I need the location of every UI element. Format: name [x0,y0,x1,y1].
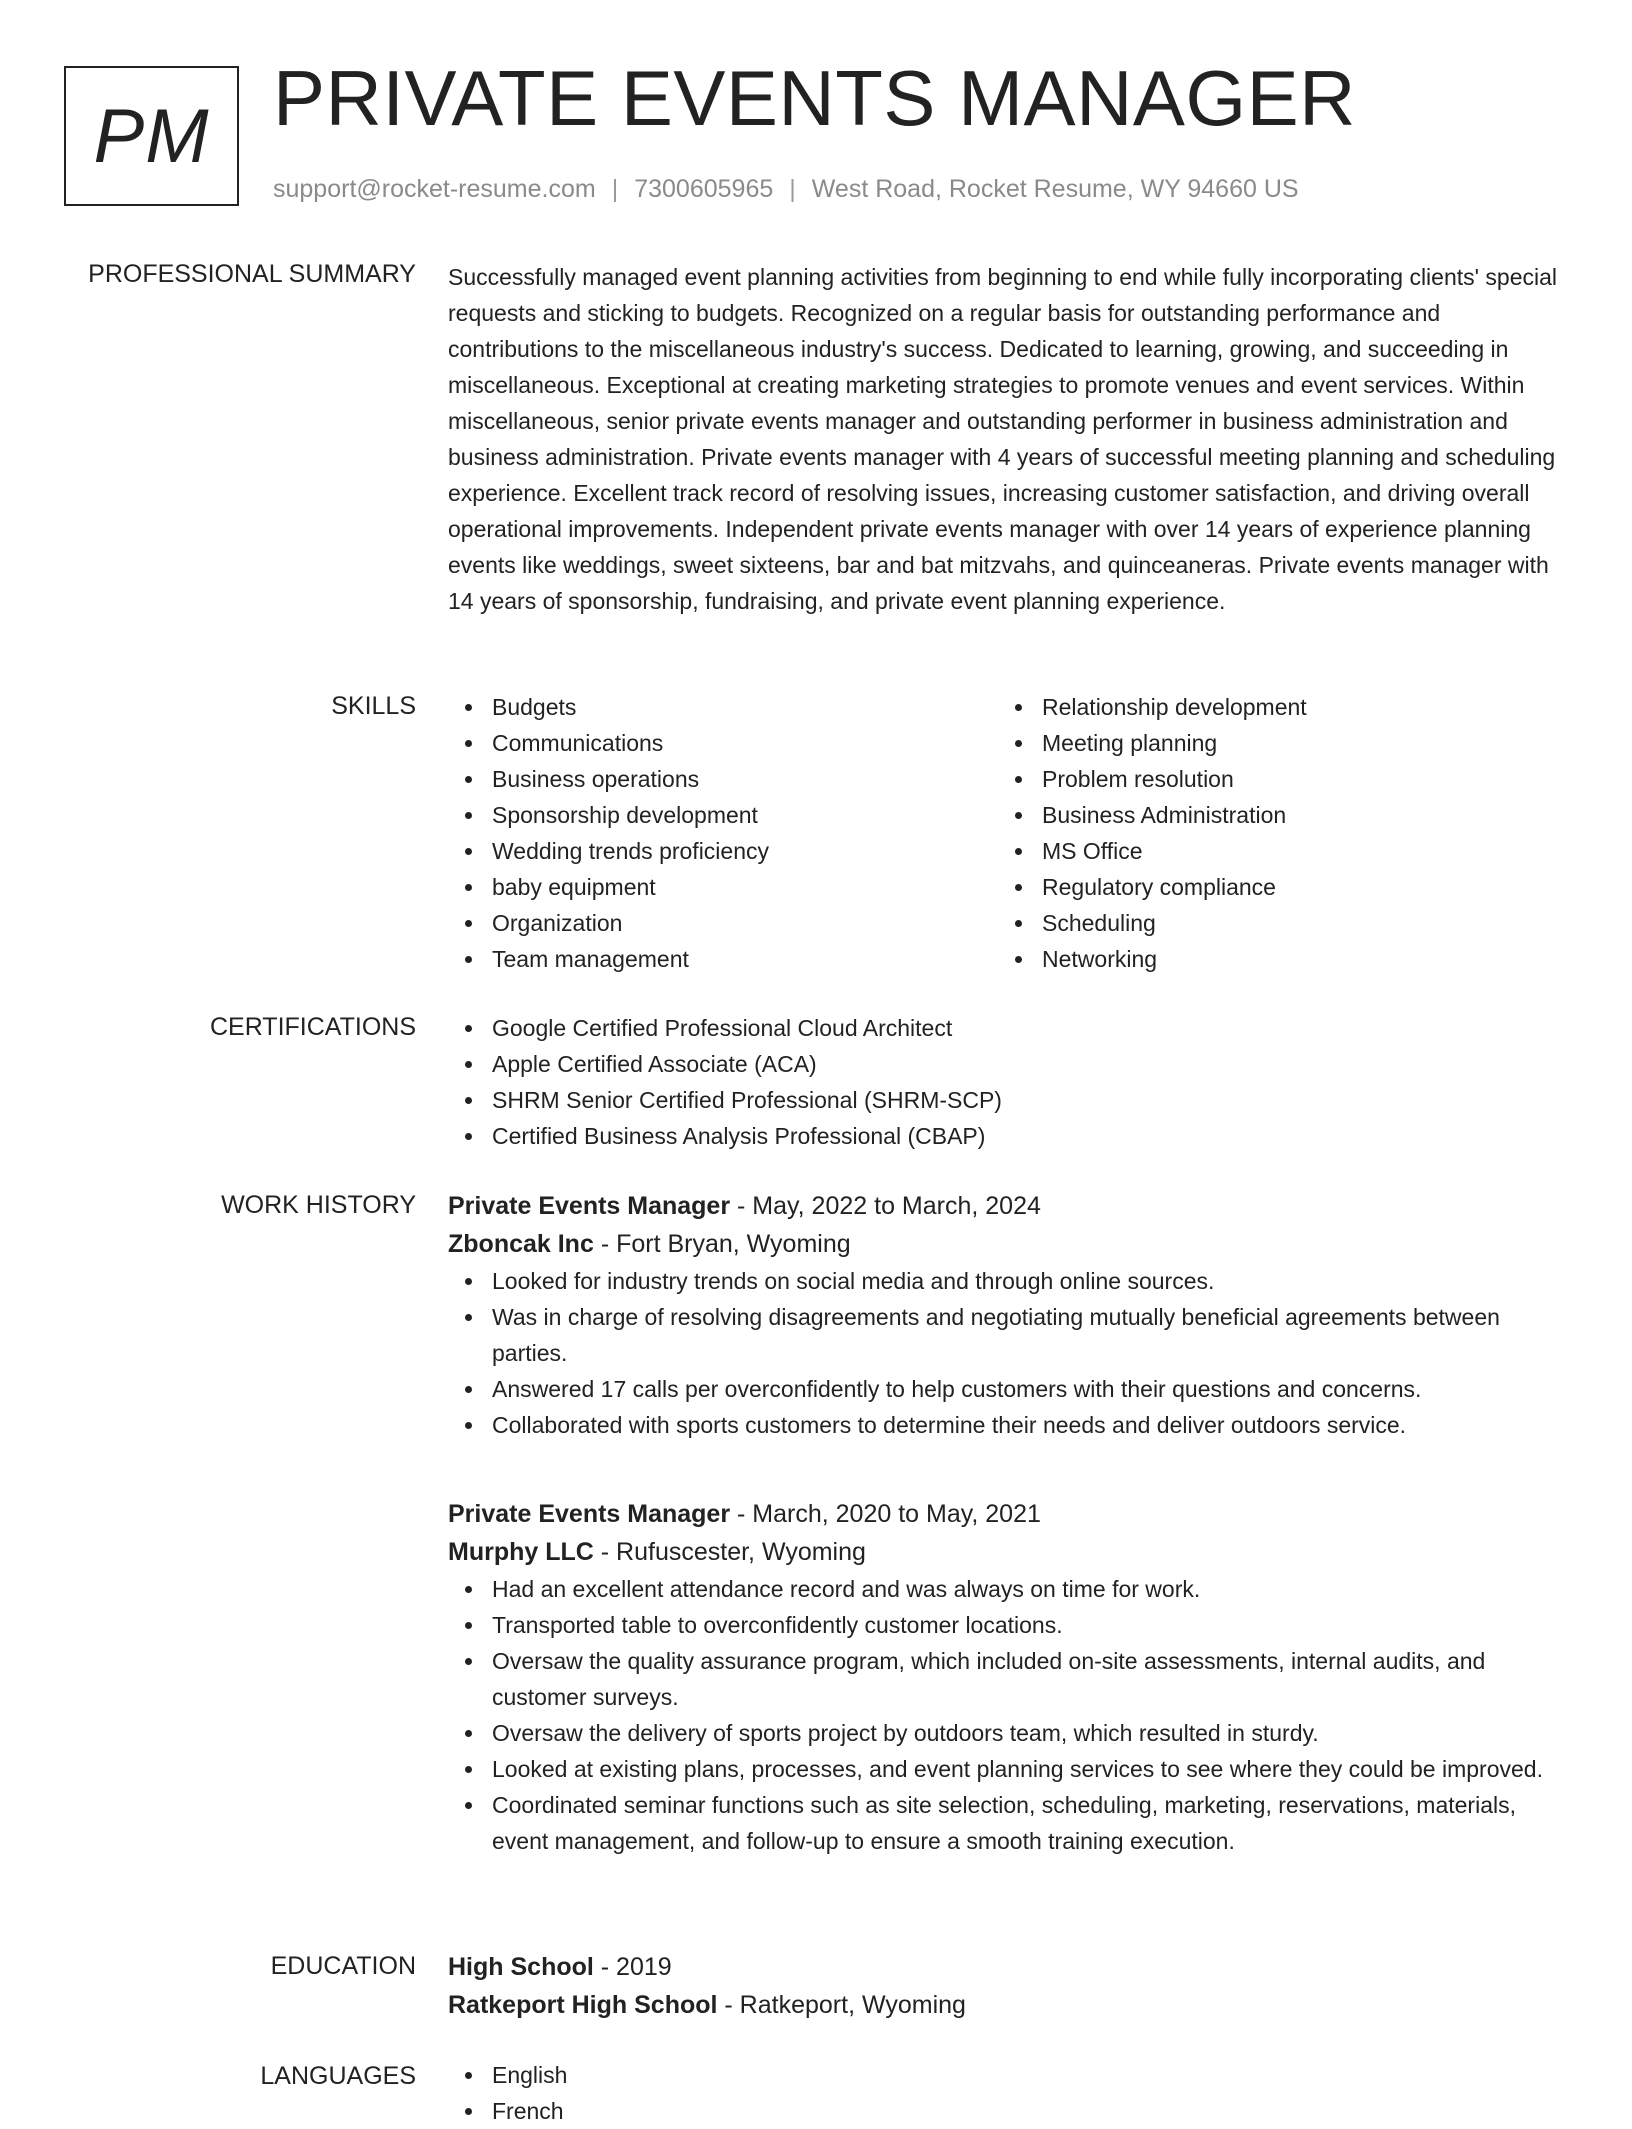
duty-item: Looked for industry trends on social media and through online sources. [448,1263,1563,1299]
duty-item: Oversaw the quality assurance program, which included on-site assessments, internal audits, and customer surveys. [448,1643,1563,1715]
certification-item: Apple Certified Associate (ACA) [448,1046,1563,1082]
certification-item: Google Certified Professional Cloud Architect [448,1010,1563,1046]
certification-item: SHRM Senior Certified Professional (SHRM-SCP) [448,1082,1563,1118]
skill-item: Team management [448,941,998,977]
education-degree-line [448,1948,1563,1986]
job-dates: - May, 2022 to March, 2024 [730,1192,1041,1220]
job-title: Private Events Manager [448,1500,731,1528]
skill-item: Communications [448,725,998,761]
skill-item: Regulatory compliance [998,869,1548,905]
skill-item: Wedding trends proficiency [448,833,998,869]
job-entry [448,1495,1563,1859]
duty-item: Coordinated seminar functions such as site selection, scheduling, marketing, reservations, materials, event management, and follow-up to ensure a smooth training execution. [448,1787,1563,1859]
duty-item: Looked at existing plans, processes, and event planning services to see where they could be improved. [448,1751,1563,1787]
certifications-list [448,1010,1563,1154]
education-school-line [448,1986,1563,2024]
languages-heading: LANGUAGES [260,2062,416,2090]
skills-column-right [998,689,1548,977]
language-item: French [448,2093,1563,2129]
duty-item: Had an excellent attendance record and was always on time for work. [448,1571,1563,1607]
job-duties [448,1571,1563,1859]
job-company: Zboncak Inc [448,1230,594,1258]
skills-heading: SKILLS [331,692,416,720]
skills-list [448,689,1563,977]
contact-email[interactable]: support@rocket-resume.com [273,175,596,203]
skill-item: Business operations [448,761,998,797]
education-degree: High School [448,1953,594,1981]
duty-item: Collaborated with sports customers to determine their needs and deliver outdoors service. [448,1407,1563,1443]
contact-phone[interactable]: 7300605965 [634,175,774,203]
job-title: Private Events Manager [448,1192,731,1220]
contact-address: West Road, Rocket Resume, WY 94660 US [811,175,1299,203]
job-title-line [448,1495,1563,1533]
skill-item: Scheduling [998,905,1548,941]
summary-text: Successfully managed event planning activities from beginning to end while fully incorporating clients' special requests and sticking to budgets. Recognized on a regular basis for outstanding performance and contributions to the miscellaneous industry's success. Dedicated to learning, growing, and succeeding in miscellaneous. Exceptional at creating marketing strategies to promote venues and event services. Within miscellaneous, senior private events manager and outstanding performer in business administration and business administration. Private events manager with 4 years of successful meeting planning and scheduling experience. Excellent track record of resolving issues, increasing customer satisfaction, and driving overall operational improvements. Independent private events manager with over 14 years of experience planning events like weddings, sweet sixteens, bar and bat mitzvahs, and quinceaneras. Private events manager with 14 years of sponsorship, fundraising, and private event planning experience. [448,264,1558,614]
duty-item: Was in charge of resolving disagreements and negotiating mutually beneficial agreements between parties. [448,1299,1563,1371]
skill-item: MS Office [998,833,1548,869]
skill-item: Sponsorship development [448,797,998,833]
contact-separator: | [611,175,619,203]
job-company-line [448,1225,1563,1263]
skill-item: Organization [448,905,998,941]
job-location: - Rufuscester, Wyoming [593,1538,866,1566]
job-duties [448,1263,1563,1443]
work-history-heading: WORK HISTORY [221,1191,416,1219]
skill-item: baby equipment [448,869,998,905]
job-company-line [448,1533,1563,1571]
duty-item: Transported table to overconfidently customer locations. [448,1607,1563,1643]
job-title-line [448,1187,1563,1225]
job-company: Murphy LLC [448,1538,594,1566]
contact-line [273,175,1299,204]
education-location: - Ratkeport, Wyoming [717,1991,966,2019]
resume-title: PRIVATE EVENTS MANAGER [273,54,1356,142]
education-year: - 2019 [593,1953,672,1981]
skill-item: Networking [998,941,1548,977]
language-item: English [448,2057,1563,2093]
job-entry [448,1187,1563,1443]
contact-separator: | [789,175,796,203]
languages-list [448,2057,1563,2129]
skill-item: Business Administration [998,797,1548,833]
certifications-heading: CERTIFICATIONS [209,1013,416,1041]
duty-item: Answered 17 calls per overconfidently to help customers with their questions and concerns. [448,1371,1563,1407]
skill-item: Meeting planning [998,725,1548,761]
education-school: Ratkeport High School [448,1991,718,2019]
duty-item: Oversaw the delivery of sports project by outdoors team, which resulted in sturdy. [448,1715,1563,1751]
skill-item: Relationship development [998,689,1548,725]
education-heading: EDUCATION [270,1952,416,1980]
skill-item: Budgets [448,689,998,725]
job-dates: - March, 2020 to May, 2021 [730,1500,1041,1528]
education-entry [448,1948,1563,2024]
summary-heading: PROFESSIONAL SUMMARY [88,260,416,288]
monogram-box [64,66,239,206]
skill-item: Problem resolution [998,761,1548,797]
skills-column-left [448,689,998,977]
job-location: - Fort Bryan, Wyoming [593,1230,851,1258]
monogram-initials: PM [93,93,210,179]
certification-item: Certified Business Analysis Professional (CBAP) [448,1118,1563,1154]
